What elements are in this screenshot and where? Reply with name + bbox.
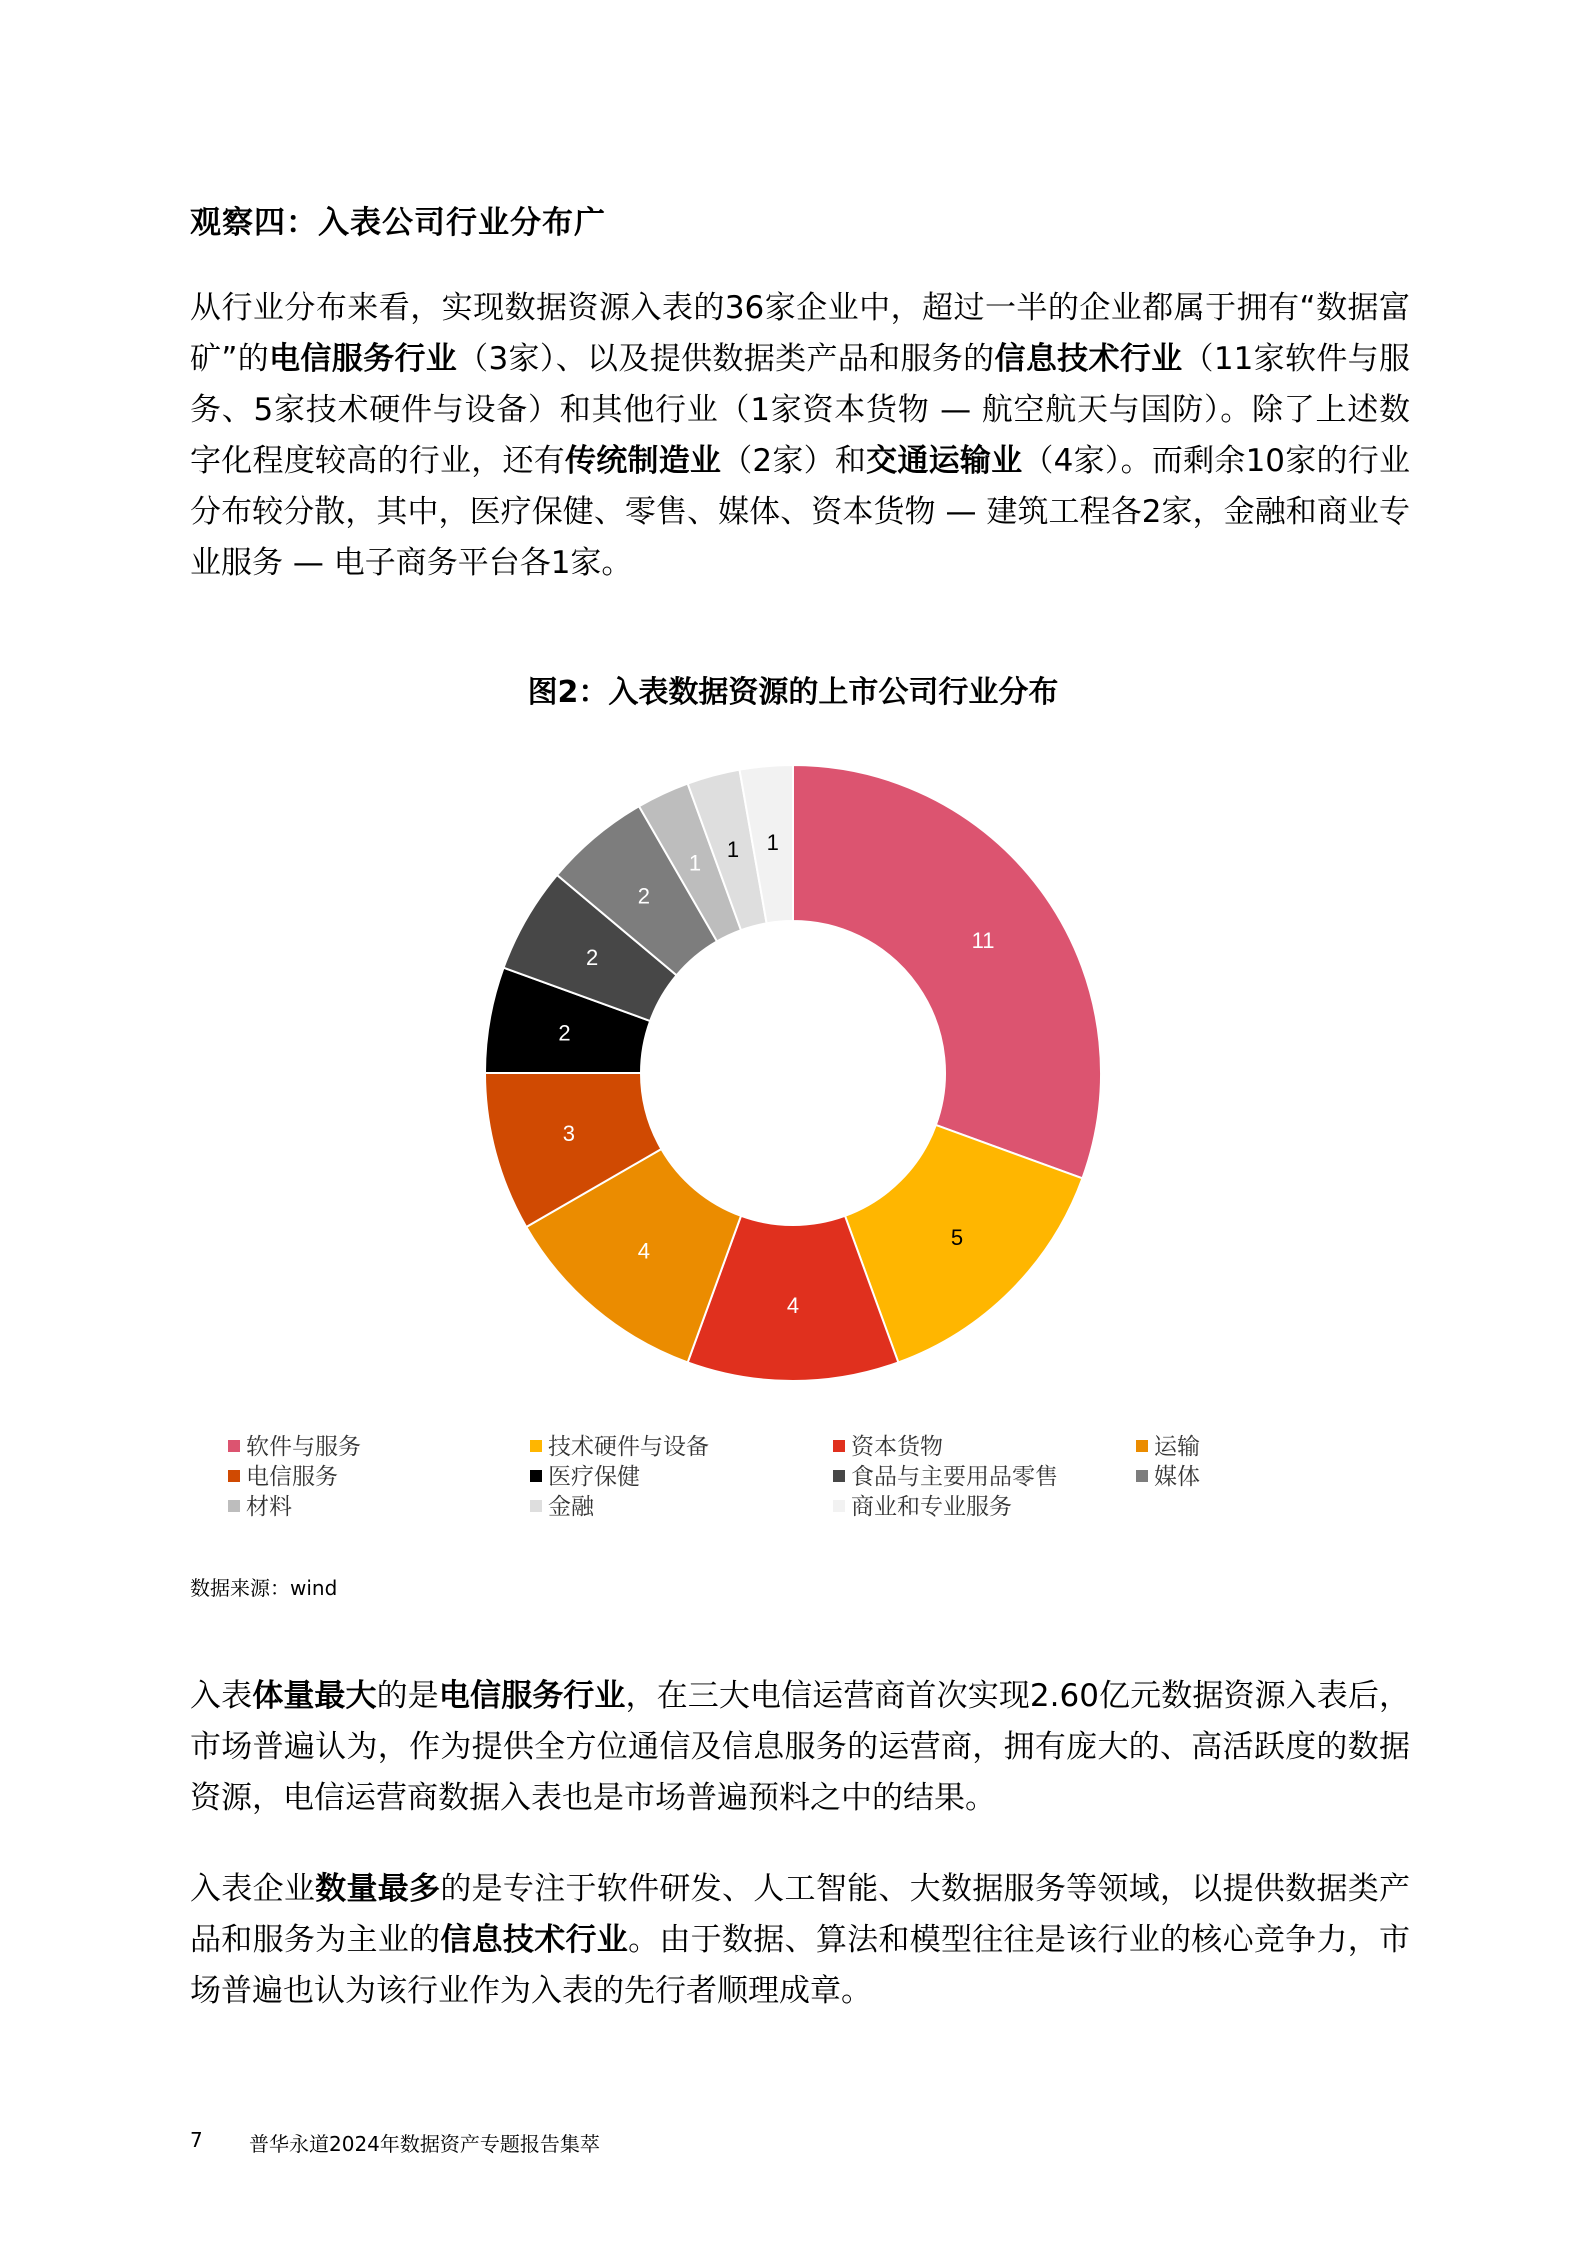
slice-value-label: 11 xyxy=(971,927,995,953)
legend-label: 材料 xyxy=(246,1494,292,1520)
legend-label: 医疗保健 xyxy=(548,1464,640,1490)
legend-item xyxy=(833,1432,943,1462)
slice-value-label: 2 xyxy=(637,883,650,909)
donut-slice-1 xyxy=(793,765,1101,1178)
bold-run: 传统制造业 xyxy=(564,443,722,479)
legend-label: 运输 xyxy=(1154,1434,1200,1460)
bold-run: 信息技术行业 xyxy=(440,1922,629,1958)
slice-value-label: 4 xyxy=(786,1293,800,1318)
text-run: （3家）、以及提供数据类产品和服务的 xyxy=(457,341,995,377)
text-run: ，在三大电信运营商首次实现2.60亿元数据资源入表后，市场普遍认为，作为提供全方位通信及信息服务的运营商，拥有庞大的、高活跃度的数据资源，电信运营商数据入表也是市场普遍预料之中的结果。 xyxy=(190,1678,1411,1816)
text-run: （2家）和 xyxy=(721,443,867,479)
legend-label: 电信服务 xyxy=(246,1464,338,1490)
legend-label: 食品与主要用品零售 xyxy=(851,1464,1058,1490)
text-run: 从行业分布来看，实现数据资源入表的36家企业中，超过一半的企业都属于拥有“数据富矿”的 xyxy=(190,290,1410,377)
paragraph-largest-volume xyxy=(190,1671,1410,1824)
slice-value-label: 1 xyxy=(726,836,740,862)
legend-swatch xyxy=(833,1440,845,1452)
legend-swatch xyxy=(530,1500,542,1512)
bold-run: 电信服务行业 xyxy=(438,1678,626,1714)
text-run: （4家）。而剩余10家的行业分布较分散，其中，医疗保健、零售、媒体、资本货物 — 建筑工程各2家，金融和商业专业服务 — 电子商务平台各1家。 xyxy=(190,443,1410,581)
legend-label: 金融 xyxy=(548,1494,594,1520)
legend-label: 媒体 xyxy=(1154,1464,1200,1490)
legend-label: 软件与服务 xyxy=(246,1434,361,1460)
legend-item xyxy=(228,1432,361,1462)
bold-run: 信息技术行业 xyxy=(994,341,1183,377)
slice-value-label: 1 xyxy=(688,850,702,876)
data-source-note: 数据来源：wind xyxy=(190,1576,338,1600)
legend-swatch xyxy=(833,1500,845,1512)
section-heading: 观察四：入表公司行业分布广 xyxy=(190,205,606,241)
donut-chart xyxy=(0,760,1586,1420)
bold-run: 数量最多 xyxy=(315,1871,441,1907)
text-run: （11家软件与服务、5家技术硬件与设备）和其他行业（1家资本货物 — 航空航天与国防）。除了上述数字化程度较高的行业，还有 xyxy=(190,341,1411,479)
legend-item xyxy=(833,1492,1012,1522)
bold-run: 电信服务行业 xyxy=(269,341,458,377)
legend-label: 技术硬件与设备 xyxy=(548,1434,709,1460)
legend-swatch xyxy=(228,1440,240,1452)
legend-swatch xyxy=(1136,1440,1148,1452)
legend-item xyxy=(1136,1432,1200,1462)
slice-value-label: 2 xyxy=(585,945,599,970)
paragraph-industry-distribution xyxy=(190,283,1410,589)
slice-value-label: 2 xyxy=(558,1020,571,1046)
bold-run: 体量最大 xyxy=(252,1678,377,1714)
legend-swatch xyxy=(1136,1470,1148,1482)
slice-value-label: 1 xyxy=(766,829,779,855)
legend-swatch xyxy=(228,1470,240,1482)
legend-swatch xyxy=(530,1440,542,1452)
paragraph-most-companies xyxy=(190,1864,1410,2017)
legend-label: 资本货物 xyxy=(851,1434,943,1460)
slice-value-label: 4 xyxy=(637,1238,650,1264)
slice-value-label: 3 xyxy=(562,1121,576,1147)
legend-swatch xyxy=(530,1470,542,1482)
legend-item xyxy=(530,1432,709,1462)
page-number: 7 xyxy=(190,2128,203,2152)
legend-item xyxy=(530,1462,640,1492)
text-run: 入表企业 xyxy=(190,1871,316,1907)
slice-value-label: 5 xyxy=(950,1225,964,1251)
bold-run: 交通运输业 xyxy=(866,443,1023,479)
figure-title: 图2：入表数据资源的上市公司行业分布 xyxy=(527,675,1059,710)
text-run: 。由于数据、算法和模型往往是该行业的核心竞争力，市场普遍也认为该行业作为入表的先行者顺理成章。 xyxy=(190,1922,1411,2009)
legend-label: 商业和专业服务 xyxy=(851,1494,1012,1520)
text-run: 的是专注于软件研发、人工智能、大数据服务等领域，以提供数据类产品和服务为主业的 xyxy=(190,1871,1411,1958)
footer-title: 普华永道2024年数据资产专题报告集萃 xyxy=(249,2132,600,2156)
legend-swatch xyxy=(228,1500,240,1512)
text-run: 入表 xyxy=(190,1678,253,1714)
text-run: 的是 xyxy=(376,1678,439,1714)
legend-swatch xyxy=(833,1470,845,1482)
legend-item xyxy=(228,1492,292,1522)
legend-item xyxy=(228,1462,338,1492)
legend-item xyxy=(1136,1462,1200,1492)
legend-item xyxy=(530,1492,594,1522)
legend-item xyxy=(833,1462,1058,1492)
